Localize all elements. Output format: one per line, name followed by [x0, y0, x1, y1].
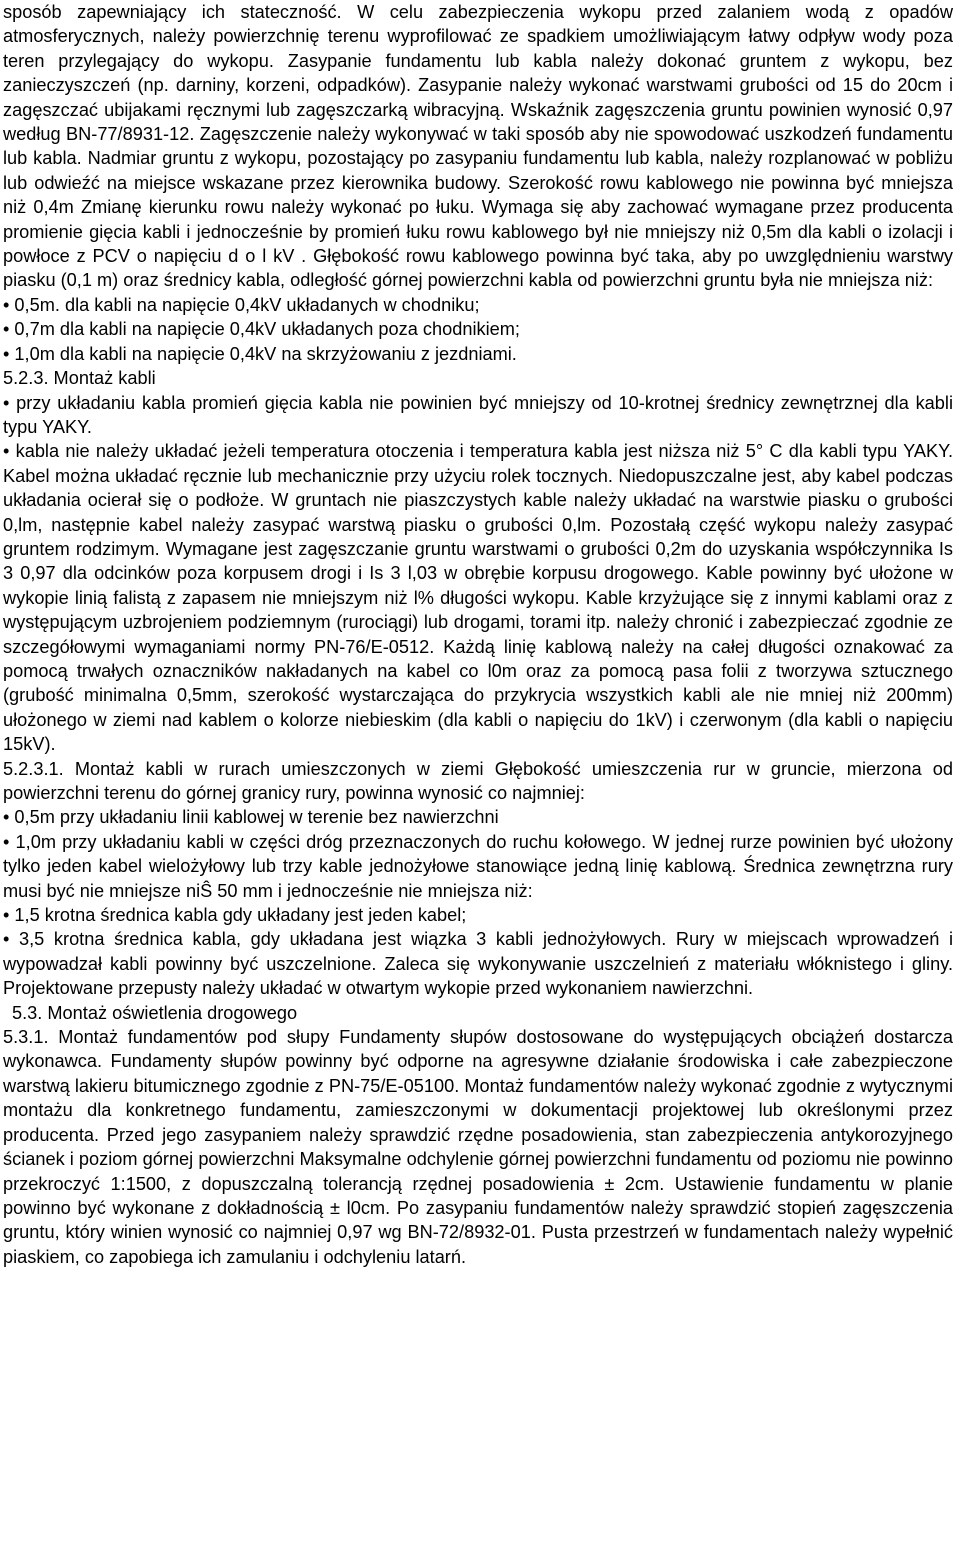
- list-item-depth-outside-sidewalk: • 0,7m dla kabli na napięcie 0,4kV układanych poza chodnikiem;: [3, 317, 953, 341]
- list-item-depth-sidewalk: • 0,5m. dla kabli na napięcie 0,4kV układanych w chodniku;: [3, 293, 953, 317]
- list-item-pipe-depth-no-surface: • 0,5m przy układaniu linii kablowej w terenie bez nawierzchni: [3, 805, 953, 829]
- paragraph-cables-in-pipes: 5.2.3.1. Montaż kabli w rurach umieszczonych w ziemi Głębokość umieszczenia rur w gruncie, mierzona od powierzchni terenu do górnej granicy rury, powinna wynosić co najmniej:: [3, 758, 953, 803]
- document-page: [3, 0, 953, 1269]
- list-item-pipe-diameter-single: • 1,5 krotna średnica kabla gdy układany jest jeden kabel;: [3, 903, 953, 927]
- section-heading-cable-installation: 5.2.3. Montaż kabli: [3, 368, 156, 389]
- list-item-depth-road-crossing: • 1,0m dla kabli na napięcie 0,4kV na skrzyżowaniu z jezdniami.: [3, 342, 953, 366]
- section-heading-street-lighting: 5.3. Montaż oświetlenia drogowego: [12, 1002, 298, 1023]
- list-item-temperature-laying: • kabla nie należy układać jeżeli temperatura otoczenia i temperatura kabla jest niższa niż 5° C dla kabli typu YAKY. Kabel można układać ręcznie lub mechanicznie przy użyciu rolek tocznych. Niedopuszczalne jest, aby kabel podczas układania ocierał się o podłoże. W gruntach nie piaszczystych kable należy układać na warstwie piasku o grubości 0,lm, następnie kabel należy zasypać warstwą piasku o grubości 0,lm. Pozostałą część wykopu należy zasypać gruntem rodzimym. Wymagane jest zagęszczanie gruntu warstwami o grubości 0,2m do uzyskania współczynnika Is 3 0,97 dla odcinków poza korpusem drogi i Is 3 l,03 w obrębie korpusu drogowego. Kable powinny być ułożone w wykopie linią falistą z zapasem nie mniejszym niż l% długości wykopu. Kable krzyżujące się z innymi kablami oraz z występującym uzbrojeniem podziemnym (rurociągi) lub drogami, torami itp. należy chronić i zabezpieczać zgodnie ze szczegółowymi wymaganiami normy PN-76/E-0512. Każdą linię kablową należy na całej długości oznakować za pomocą trwałych oznaczników nakładanych na kabel co l0m oraz za pomocą pasa folii z tworzywa sztucznego (grubość minimalna 0,5mm, szerokość wystarczająca do przykrycia wszystkich kabli ale nie mniej niż 200mm) ułożonego w ziemi nad kablem o kolorze niebieskim (dla kabli o napięciu do 1kV) i czerwonym (dla kabli o napięciu 15kV).: [3, 439, 953, 756]
- paragraph-trench-backfill: sposób zapewniający ich stateczność. W celu zabezpieczenia wykopu przed zalaniem wodą z opadów atmosferycznych, należy powierzchnię terenu wyprofilować ze spadkiem umożliwiającym łatwy odpływ wody poza teren przylegający do wykopu. Zasypanie fundamentu lub kabla należy dokonać gruntem z wykopu, bez zanieczyszczeń (np. darniny, korzeni, odpadków). Zasypanie należy wykonać warstwami grubości od 15 do 20cm i zagęszczać ubijakami ręcznymi lub zagęszczarką wibracyjną. Wskaźnik zagęszczenia gruntu powinien wynosić 0,97 według BN-77/8931-12. Zagęszczenie należy wykonywać w taki sposób aby nie spowodować uszkodzeń fundamentu lub kabla. Nadmiar gruntu z wykopu, pozostający po zasypaniu fundamentu lub kabla, należy rozplanować w pobliżu lub odwieźć na miejsce wskazane przez kierownika budowy. Szerokość rowu kablowego nie powinna być mniejsza niż 0,4m Zmianę kierunku rowu należy wykonać po łuku. Wymaga się aby zachować wymagane przez producenta promienie gięcia kabli i jednocześnie by promień łuku rowu kablowego był nie mniejszy niż 0,5m dla kabli o izolacji i powłoce z PCV o napięciu d o l kV . Głębokość rowu kablowego powinna być taka, aby po uwzględnieniu warstwy piasku (0,1 m) oraz średnicy kabla, odległość górnej powierzchni kabla od powierzchni gruntu była nie mniejsza niż:: [3, 2, 953, 291]
- list-item-bending-radius: • przy układaniu kabla promień gięcia kabla nie powinien być mniejszy od 10-krotnej średnicy zewnętrznej dla kabli typu YAKY.: [3, 391, 953, 440]
- paragraph-pole-foundations: 5.3.1. Montaż fundamentów pod słupy Fundamenty słupów dostosowane do występujących obciążeń dostarcza wykonawca. Fundamenty słupów powinny być odporne na agresywne działanie środowiska i całe zabezpieczone warstwą lakieru bitumicznego zgodnie z PN-75/E-05100. Montaż fundamentów należy wykonać zgodnie z wytycznymi montażu dla konkretnego fundamentu, zamieszczonymi w dokumentacji projektowej lub określonymi przez producenta. Przed jego zasypaniem należy sprawdzić rzędne posadowienia, stan zabezpieczenia antykorozyjnego ścianek i poziom górnej powierzchni Maksymalne odchylenie górnej powierzchni fundamentu od poziomu nie powinno przekroczyć 1:1500, z dopuszczalną tolerancją rzędnej posadowienia ± 2cm. Ustawienie fundamentu w planie powinno być wykonane z dokładnością ± l0cm. Po zasypaniu fundamentów należy sprawdzić stopień zagęszczenia gruntu, który winien wynosić co najmniej 0,97 wg BN-72/8932-01. Pusta przestrzeń w fundamentach należy wypełnić piaskiem, co zapobiega ich zamulaniu i odchyleniu latarń.: [3, 1027, 953, 1267]
- list-item-pipe-diameter-bundle: • 3,5 krotna średnica kabla, gdy układana jest wiązka 3 kabli jednożyłowych. Rury w miejscach wprowadzeń i wypowadzał kabli powinny być uszczelnione. Zaleca się wykonywanie uszczelnień z materiału włóknistego i gliny. Projektowane przepusty należy układać w otwartym wykopie przed wykonaniem nawierzchni.: [3, 927, 953, 1000]
- list-item-pipe-depth-road: • 1,0m przy układaniu kabli w części dróg przeznaczonych do ruchu kołowego. W jednej rurze powinien być ułożony tylko jeden kabel wielożyłowy lub trzy kable jednożyłowe stanowiące jedną linię kablową. Średnica zewnętrzna rury musi być nie mniejsze niŜ 50 mm i jednocześnie nie mniejsza niż:: [3, 830, 953, 903]
